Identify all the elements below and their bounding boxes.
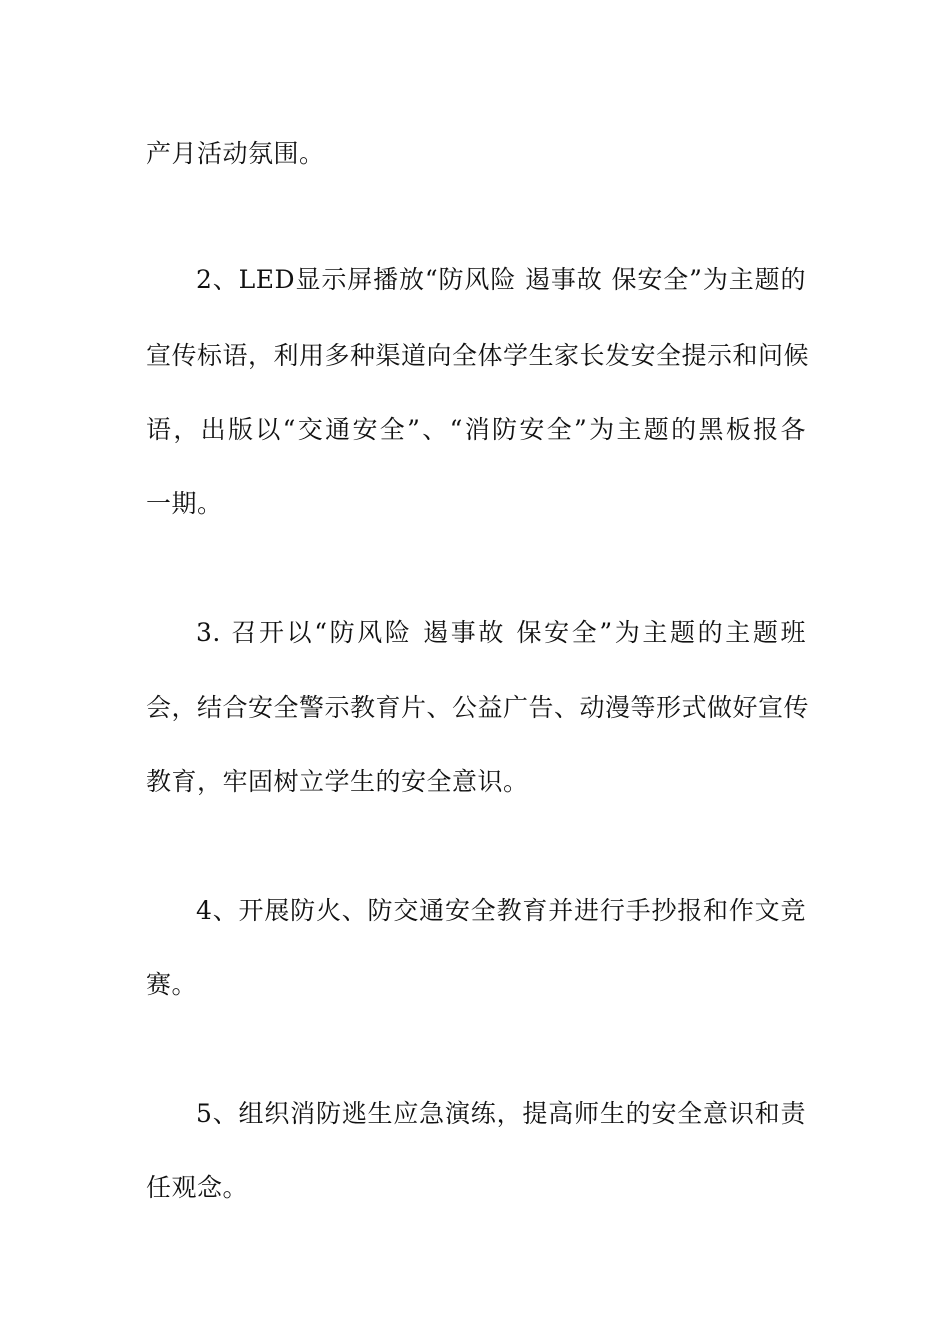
paragraph-line: 赛。 xyxy=(146,970,198,999)
paragraph-line: 一期。 xyxy=(146,489,223,518)
paragraph-line: 产月活动氛围。 xyxy=(146,139,325,168)
paragraph-line: 5、组织消防逃生应急演练，提高师生的安全意识和责 xyxy=(196,1099,806,1128)
paragraph-line: 教育，牢固树立学生的安全意识。 xyxy=(146,767,529,796)
paragraph-line: 宣传标语，利用多种渠道向全体学生家长发安全提示和问候 xyxy=(146,341,810,370)
paragraph-line: 4、开展防火、防交通安全教育并进行手抄报和作文竞 xyxy=(196,896,806,925)
paragraph-line: 2、LED显示屏播放“防风险 遏事故 保安全”为主题的 xyxy=(196,265,806,294)
paragraph-line: 会，结合安全警示教育片、公益广告、动漫等形式做好宣传 xyxy=(146,693,810,722)
paragraph-line: 任观念。 xyxy=(146,1173,249,1202)
paragraph-line: 语，出版以“交通安全”、“消防安全”为主题的黑板报各 xyxy=(146,415,806,444)
paragraph-line: 3. 召开以“防风险 遏事故 保安全”为主题的主题班 xyxy=(196,618,806,647)
